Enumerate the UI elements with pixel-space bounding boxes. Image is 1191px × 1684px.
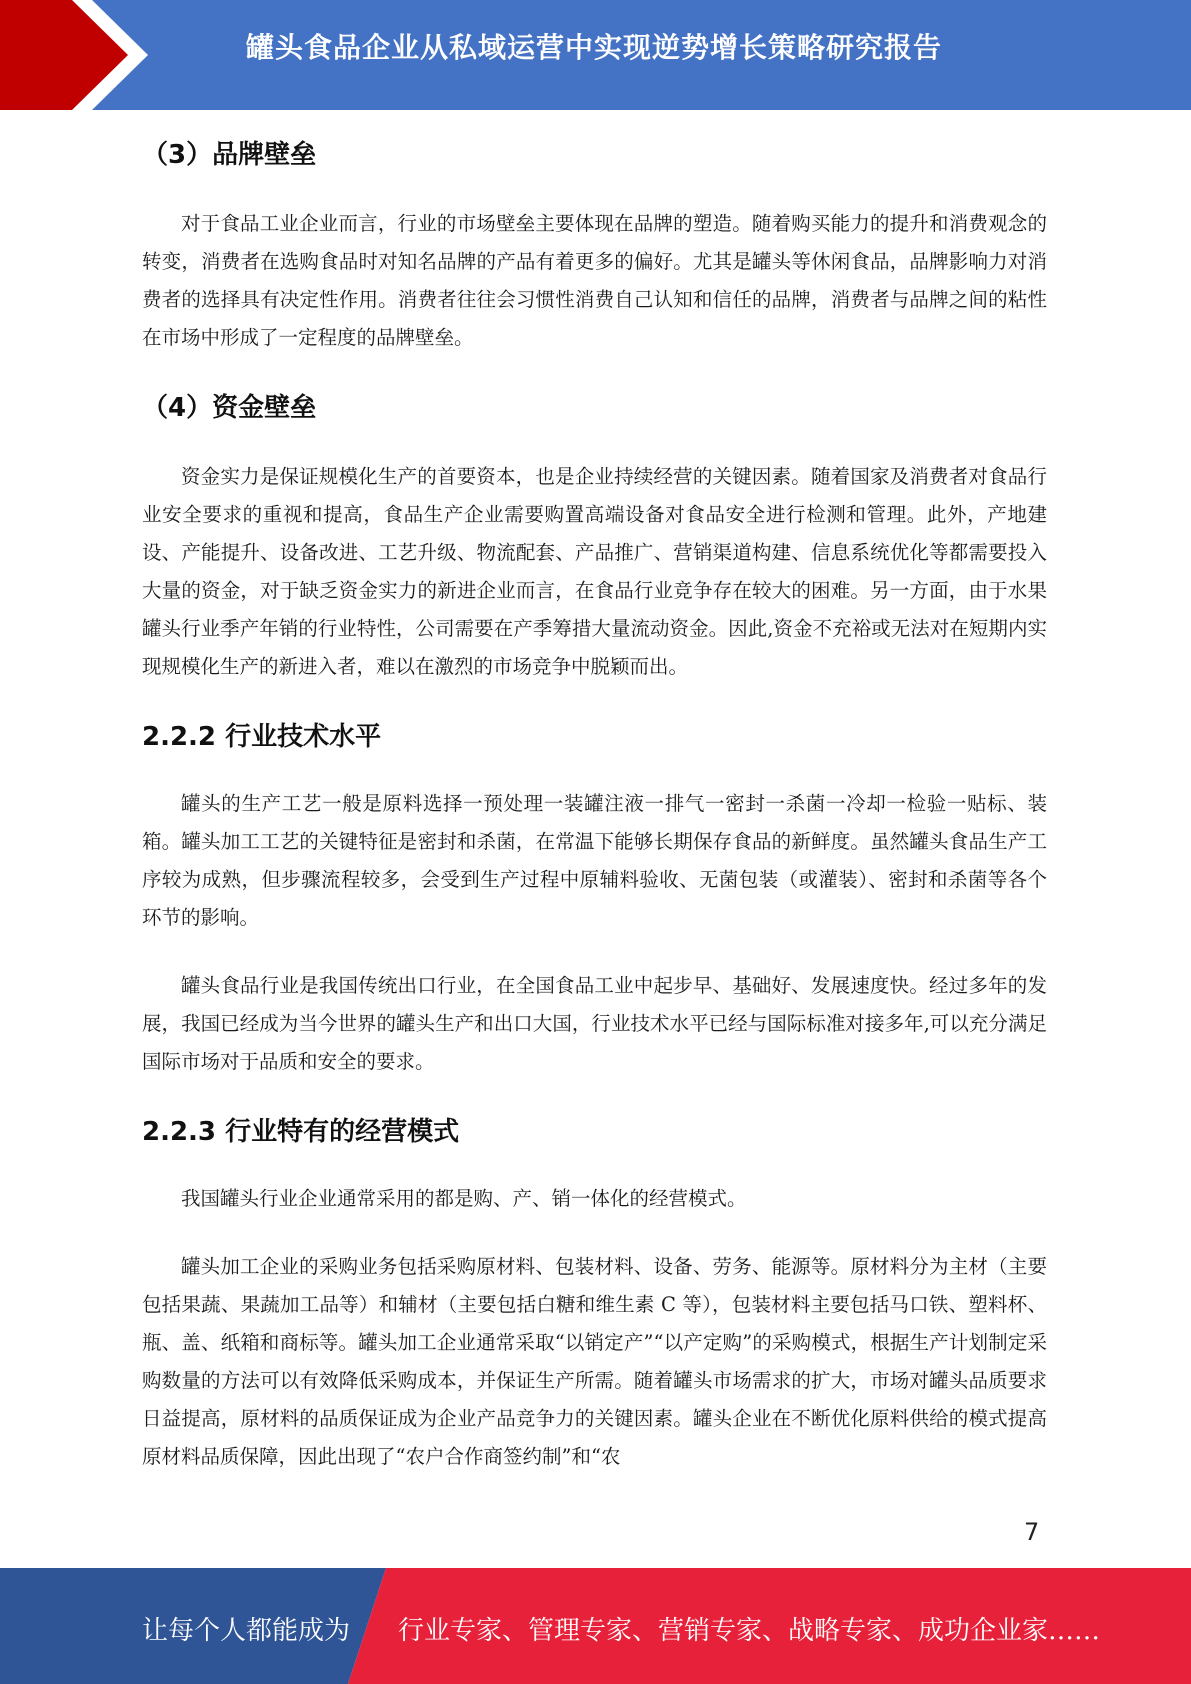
paragraph: 罐头的生产工艺一般是原料选择一预处理一装罐注液一排气一密封一杀菌一冷却一检验一贴标、装箱。罐头加工工艺的关键特征是密封和杀菌，在常温下能够长期保存食品的新鲜度。虽然罐头食品生产工序较为成熟，但步骤流程较多，会受到生产过程中原辅料验收、无菌包装（或灌装）、密封和杀菌等各个环节的影响。 (142, 792, 1047, 929)
report-title: 罐头食品企业从私域运营中实现逆势增长策略研究报告 (246, 31, 943, 64)
heading-brand-barrier: （3）品牌壁垒 (142, 140, 317, 170)
heading-tech-level: 2.2.2 行业技术水平 (142, 722, 382, 752)
heading-business-model: 2.2.3 行业特有的经营模式 (142, 1117, 460, 1147)
paragraph: 对于食品工业企业而言，行业的市场壁垒主要体现在品牌的塑造。随着购买能力的提升和消费观念的转变，消费者在选购食品时对知名品牌的产品有着更多的偏好。尤其是罐头等休闲食品，品牌影响力对消费者的选择具有决定性作用。消费者往往会习惯性消费自己认知和信任的品牌，消费者与品牌之间的粘性在市场中形成了一定程度的品牌壁垒。 (142, 212, 1047, 349)
page-header (0, 0, 1191, 110)
document-body (142, 118, 1047, 1506)
paragraph: 资金实力是保证规模化生产的首要资本，也是企业持续经营的关键因素。随着国家及消费者对食品行业安全要求的重视和提高，食品生产企业需要购置高端设备对食品安全进行检测和管理。此外，产地建设、产能提升、设备改进、工艺升级、物流配套、产品推广、营销渠道构建、信息系统优化等都需要投入大量的资金，对于缺乏资金实力的新进企业而言，在食品行业竞争存在较大的困难。另一方面，由于水果罐头行业季产年销的行业特性，公司需要在产季筹措大量流动资金。因此,资金不充裕或无法对在短期内实现规模化生产的新进入者，难以在激烈的市场竞争中脱颖而出。 (142, 465, 1047, 678)
footer-slogan-left: 让每个人都能成为 (142, 1616, 351, 1646)
page-footer (0, 1568, 1191, 1684)
footer-slogan-right: 行业专家、管理专家、营销专家、战略专家、成功企业家…… (398, 1616, 1101, 1646)
paragraph: 罐头食品行业是我国传统出口行业，在全国食品工业中起步早、基础好、发展速度快。经过多年的发展，我国已经成为当今世界的罐头生产和出口大国，行业技术水平已经与国际标准对接多年,可以充分满足国际市场对于品质和安全的要求。 (142, 974, 1047, 1073)
page-number: 7 (1024, 1518, 1040, 1546)
paragraph: 罐头加工企业的采购业务包括采购原材料、包装材料、设备、劳务、能源等。原材料分为主材（主要包括果蔬、果蔬加工品等）和辅材（主要包括白糖和维生素 C 等），包装材料主要包括马口铁、塑料杯、瓶、盖、纸箱和商标等。罐头加工企业通常采取“以销定产”“以产定购”的采购模式，根据生产计划制定采购数量的方法可以有效降低采购成本，并保证生产所需。随着罐头市场需求的扩大，市场对罐头品质要求日益提高，原材料的品质保证成为企业产品竞争力的关键因素。罐头企业在不断优化原料供给的模式提高原材料品质保障，因此出现了“农户合作商签约制”和“农 (142, 1255, 1047, 1468)
heading-capital-barrier: （4）资金壁垒 (142, 393, 317, 423)
paragraph: 我国罐头行业企业通常采用的都是购、产、销一体化的经营模式。 (181, 1187, 747, 1210)
header-arrow-decoration (0, 0, 160, 110)
